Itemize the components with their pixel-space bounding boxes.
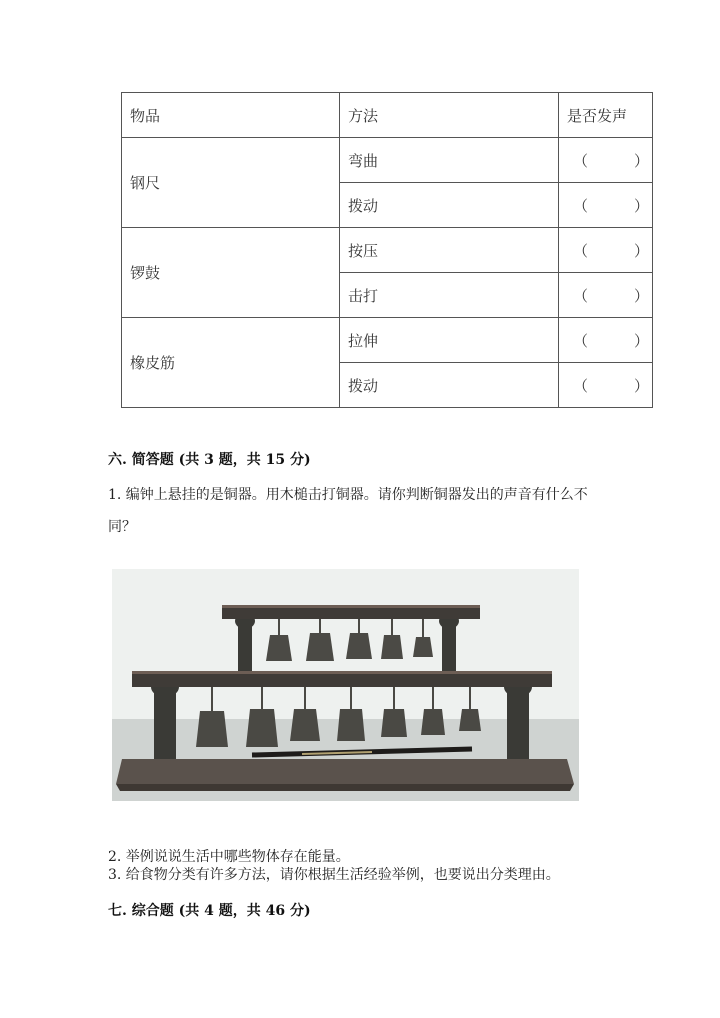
answer-blank[interactable]: （ ）	[559, 318, 653, 363]
method-cell: 按压	[340, 228, 559, 273]
method-cell: 拨动	[340, 183, 559, 228]
header-item: 物品	[122, 93, 340, 138]
section-6-title: 六. 简答题 (共 3 题，共 15 分)	[108, 452, 311, 468]
method-cell: 拉伸	[340, 318, 559, 363]
answer-blank[interactable]: （ ）	[559, 228, 653, 273]
table-header-row	[122, 93, 653, 138]
header-sound: 是否发声	[559, 93, 653, 138]
table-row	[122, 318, 653, 363]
answer-blank[interactable]: （ ）	[559, 273, 653, 318]
item-cell: 橡皮筋	[122, 318, 340, 408]
question-1-line-2: 同？	[108, 519, 136, 535]
method-cell: 击打	[340, 273, 559, 318]
method-cell: 拨动	[340, 363, 559, 408]
table-row	[122, 228, 653, 273]
section-7-title: 七. 综合题 (共 4 题，共 46 分)	[108, 903, 311, 919]
method-cell: 弯曲	[340, 138, 559, 183]
answer-blank[interactable]: （ ）	[559, 363, 653, 408]
question-3: 3. 给食物分类有许多方法，请你根据生活经验举例，也要说出分类理由。	[108, 867, 560, 883]
header-method: 方法	[340, 93, 559, 138]
question-2: 2. 举例说说生活中哪些物体存在能量。	[108, 849, 350, 865]
table-row	[122, 138, 653, 183]
question-1-line-1: 1. 编钟上悬挂的是铜器。用木槌击打铜器。请你判断铜器发出的声音有什么不	[108, 487, 588, 503]
item-cell: 锣鼓	[122, 228, 340, 318]
answer-blank[interactable]: （ ）	[559, 183, 653, 228]
experiment-table	[121, 92, 653, 408]
answer-blank[interactable]: （ ）	[559, 138, 653, 183]
bianzhong-photo	[112, 569, 579, 801]
item-cell: 钢尺	[122, 138, 340, 228]
